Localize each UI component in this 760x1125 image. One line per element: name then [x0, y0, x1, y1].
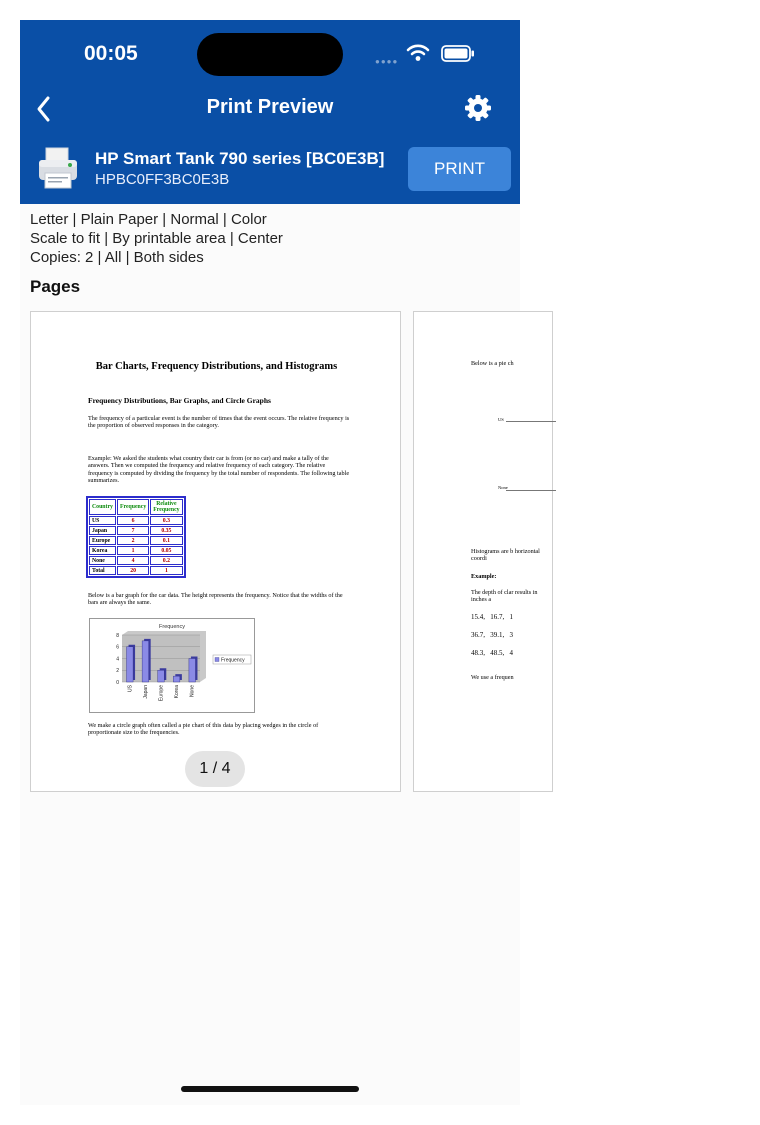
data-row: 48.3, 48.5, 4 [471, 649, 513, 657]
table-header: Country [89, 499, 116, 515]
chart-bar [158, 670, 165, 682]
print-button[interactable]: PRINT [408, 147, 511, 191]
printer-icon [36, 146, 80, 190]
table-row [89, 546, 183, 555]
doc-paragraph: We make a circle graph often called a pie chart of this data by placing wedges in the circle of proportionate size to the frequencies. [88, 722, 319, 737]
table-row [89, 516, 183, 525]
data-row: 15.4, 16.7, 1 [471, 613, 513, 621]
doc-paragraph: The depth of clar results in inches a [471, 589, 538, 604]
table-cell: Total [89, 566, 116, 575]
doc-paragraph: The frequency of a particular event is the number of times that the event occurs. The relative frequency is the proportion of observed responses in the category. [88, 415, 350, 430]
table-cell: 0.1 [150, 536, 182, 545]
table-cell: 0.35 [150, 526, 182, 535]
doc-title: Bar Charts, Frequency Distributions, and Histograms [95, 361, 338, 372]
paper-settings-line: Letter | Plain Paper | Normal | Color [30, 211, 267, 228]
pie-label-none: None [498, 485, 508, 490]
table-cell: 0.2 [150, 556, 182, 565]
table-header: Frequency [117, 499, 149, 515]
pie-label-us: US [498, 417, 504, 422]
chart-y-tick-label: 2 [116, 668, 119, 675]
doc-paragraph: We use a frequen [471, 674, 514, 681]
table-cell: None [89, 556, 116, 565]
printer-name: HP Smart Tank 790 series [BC0E3B] [95, 149, 385, 168]
chart-bar [173, 676, 180, 682]
doc-paragraph: Below is a bar graph for the car data. The height represents the frequency. Notice that the widths of the bars are always the same. [88, 592, 343, 607]
chart-y-tick-label: 6 [116, 644, 119, 651]
table-cell: 0.05 [150, 546, 182, 555]
gear-icon[interactable] [464, 94, 492, 122]
doc-paragraph: Example: We asked the students what country their car is from (or no car) and make a tally of the answers. Then we computed the frequency and relative frequency of each category. The relative frequency is computed by dividing the frequency by the total number of respondents. The following table summarizes. [88, 455, 350, 485]
bar-chart-svg [90, 619, 254, 712]
chart-x-tick-label: Japan [142, 685, 149, 699]
table-cell: 7 [117, 526, 149, 535]
chart-bar [189, 659, 196, 683]
pie-leader-line [506, 421, 556, 422]
page-preview-1[interactable] [30, 311, 401, 792]
chart-x-tick-label: Korea [174, 685, 181, 699]
chart-legend-swatch [215, 658, 219, 662]
chart-x-tick-label: None [189, 685, 196, 697]
doc-subtitle: Frequency Distributions, Bar Graphs, and Circle Graphs [88, 396, 271, 405]
table-cell: 2 [117, 536, 149, 545]
copies-settings-line: Copies: 2 | All | Both sides [30, 249, 204, 266]
header [20, 20, 520, 204]
home-indicator[interactable] [181, 1086, 359, 1092]
table-cell: Europe [89, 536, 116, 545]
table-row [89, 536, 183, 545]
table-cell: 4 [117, 556, 149, 565]
doc-example-label: Example: [471, 573, 497, 580]
table-row [89, 556, 183, 565]
table-header: Relative Frequency [150, 499, 182, 515]
chart-title: Frequency [159, 624, 185, 630]
table-cell: 1 [117, 546, 149, 555]
chart-bar [142, 641, 149, 682]
chart-x-tick-label: US [127, 685, 134, 692]
table-cell: US [89, 516, 116, 525]
chart-y-tick-label: 0 [116, 679, 119, 686]
print-preview-screen [20, 20, 540, 1105]
table-row [89, 526, 183, 535]
table-cell: 20 [117, 566, 149, 575]
table-cell: 1 [150, 566, 182, 575]
chart-bar [127, 647, 134, 682]
table-cell: 6 [117, 516, 149, 525]
battery-icon [441, 45, 475, 62]
printer-id: HPBC0FF3BC0E3B [95, 171, 230, 188]
cellular-signal-icon: ●●●● [375, 57, 399, 66]
print-settings-summary[interactable] [30, 210, 283, 267]
dynamic-island [197, 33, 343, 76]
chart-y-tick-label: 8 [116, 632, 119, 639]
page-indicator: 1 / 4 [185, 751, 245, 787]
data-row: 36.7, 39.1, 3 [471, 631, 513, 639]
pie-leader-line [506, 490, 556, 491]
scaling-settings-line: Scale to fit | By printable area | Center [30, 230, 283, 247]
table-row [89, 566, 183, 575]
doc-paragraph: Histograms are b horizontal coordi [471, 548, 540, 563]
table-cell: Japan [89, 526, 116, 535]
wifi-icon [407, 44, 429, 62]
page-title: Print Preview [206, 96, 334, 118]
table-cell: 0.3 [150, 516, 182, 525]
frequency-bar-chart [89, 618, 255, 713]
chart-x-tick-label: Europe [158, 685, 165, 702]
frequency-table [86, 496, 186, 578]
status-time: 00:05 [84, 42, 138, 65]
table-cell: Korea [89, 546, 116, 555]
page-preview-2[interactable] [413, 311, 553, 792]
chart-y-tick-label: 4 [116, 656, 119, 663]
doc-paragraph: Below is a pie ch [471, 360, 514, 367]
chart-legend-label: Frequency [221, 657, 245, 664]
pages-heading: Pages [30, 277, 81, 296]
